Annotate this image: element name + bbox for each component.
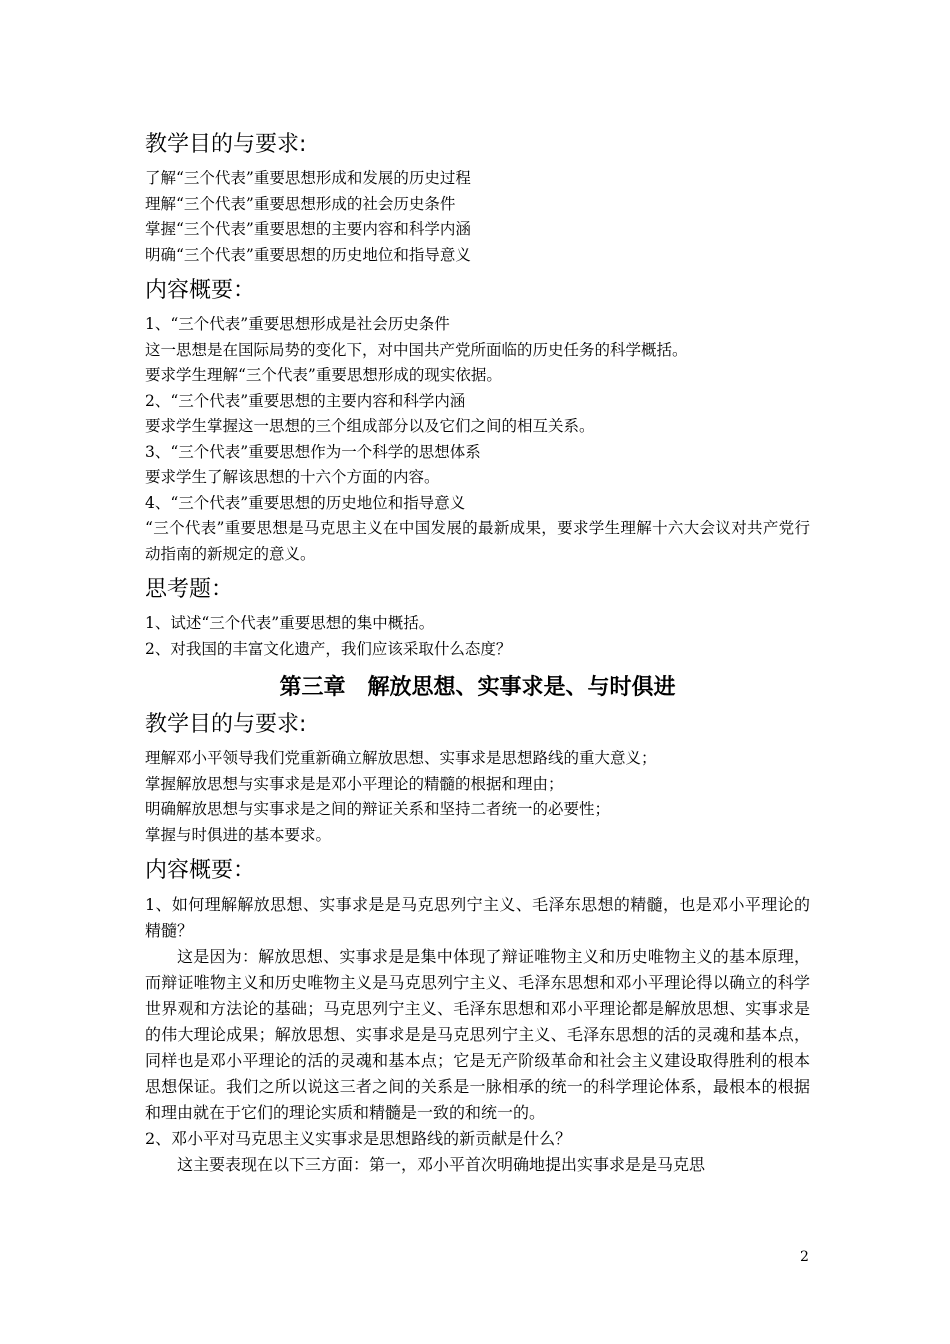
list-item: 要求学生理解“三个代表”重要思想形成的现实依据。 bbox=[145, 366, 502, 384]
content-summary-heading: 内容概要： bbox=[145, 858, 256, 883]
answer-paragraph: 这主要表现在以下三方面：第一，邓小平首次明确地提出实事求是是马克思 bbox=[177, 1155, 706, 1174]
list-item: 这一思想是在国际局势的变化下，对中国共产党所面临的历史任务的科学概括。 bbox=[145, 340, 688, 359]
content-summary-list bbox=[145, 312, 810, 567]
page-number: 2 bbox=[800, 1249, 809, 1265]
list-item: 理解邓小平领导我们党重新确立解放思想、实事求是思想路线的重大意义； bbox=[145, 749, 657, 767]
list-item: 明确解放思想与实事求是之间的辩证关系和坚持二者统一的必要性； bbox=[145, 800, 611, 818]
list-item: 要求学生了解该思想的十六个方面的内容。 bbox=[145, 468, 440, 486]
list-item: “三个代表”重要思想是马克思主义在中国发展的最新成果，要求学生理解十六大会议对共产党行动指南的新规定的意义。 bbox=[145, 519, 810, 563]
list-item: 2、“三个代表”重要思想的主要内容和科学内涵 bbox=[145, 391, 466, 410]
teaching-goals-list bbox=[145, 166, 810, 268]
list-item: 明确“三个代表”重要思想的历史地位和指导意义 bbox=[145, 245, 471, 264]
teaching-goals-heading: 教学目的与要求: bbox=[145, 712, 307, 737]
list-item: 4、“三个代表”重要思想的历史地位和指导意义 bbox=[145, 493, 466, 512]
list-item: 2、对我国的丰富文化遗产，我们应该采取什么态度？ bbox=[145, 639, 512, 658]
list-item: 了解“三个代表”重要思想形成和发展的历史过程 bbox=[145, 169, 471, 187]
list-item: 1、“三个代表”重要思想形成是社会历史条件 bbox=[145, 315, 450, 333]
list-item: 1、试述“三个代表”重要思想的集中概括。 bbox=[145, 614, 435, 632]
teaching-goals-heading: 教学目的与要求: bbox=[145, 132, 307, 157]
teaching-goals-list bbox=[145, 746, 810, 848]
list-item: 要求学生掌握这一思想的三个组成部分以及它们之间的相互关系。 bbox=[145, 417, 595, 435]
question-paragraph: 1、如何理解解放思想、实事求是是马克思列宁主义、毛泽东思想的精髓，也是邓小平理论的精髓？ bbox=[145, 895, 810, 940]
page-content bbox=[145, 128, 810, 1178]
content-summary-heading: 内容概要： bbox=[145, 278, 256, 303]
list-item: 理解“三个代表”重要思想形成的社会历史条件 bbox=[145, 194, 456, 213]
list-item: 掌握解放思想与实事求是是邓小平理论的精髓的根据和理由； bbox=[145, 774, 564, 793]
review-questions-list bbox=[145, 611, 810, 662]
answer-paragraph: 这是因为：解放思想、实事求是是集中体现了辩证唯物主义和历史唯物主义的基本原理，而辩证唯物主义和历史唯物主义是马克思列宁主义、毛泽东思想和邓小平理论得以确立的科学世界观和方法论的基础；马克思列宁主义、毛泽东思想和邓小平理论都是解放思想、实事求是的伟大理论成果；解放思想、实事求是是马克思列宁主义、毛泽东思想的活的灵魂和基本点，同样也是邓小平理论的活的灵魂和基本点；它是无产阶级革命和社会主义建设取得胜利的根本思想保证。我们之所以说这三者之间的关系是一脉相承的统一的科学理论体系，最根本的根据和理由就在于它们的理论实质和精髓是一致的和统一的。 bbox=[145, 947, 810, 1122]
content-summary-body bbox=[145, 892, 810, 1178]
section-chapter-three bbox=[145, 708, 810, 1178]
section-three-represents bbox=[145, 128, 810, 662]
chapter-title: 第三章 解放思想、实事求是、与时俱进 bbox=[279, 675, 676, 700]
list-item: 掌握与时俱进的基本要求。 bbox=[145, 825, 332, 844]
list-item: 掌握“三个代表”重要思想的主要内容和科学内涵 bbox=[145, 220, 471, 238]
list-item: 3、“三个代表”重要思想作为一个科学的思想体系 bbox=[145, 442, 481, 461]
review-questions-heading: 思考题： bbox=[145, 577, 234, 602]
question-paragraph: 2、邓小平对马克思主义实事求是思想路线的新贡献是什么？ bbox=[145, 1129, 572, 1148]
